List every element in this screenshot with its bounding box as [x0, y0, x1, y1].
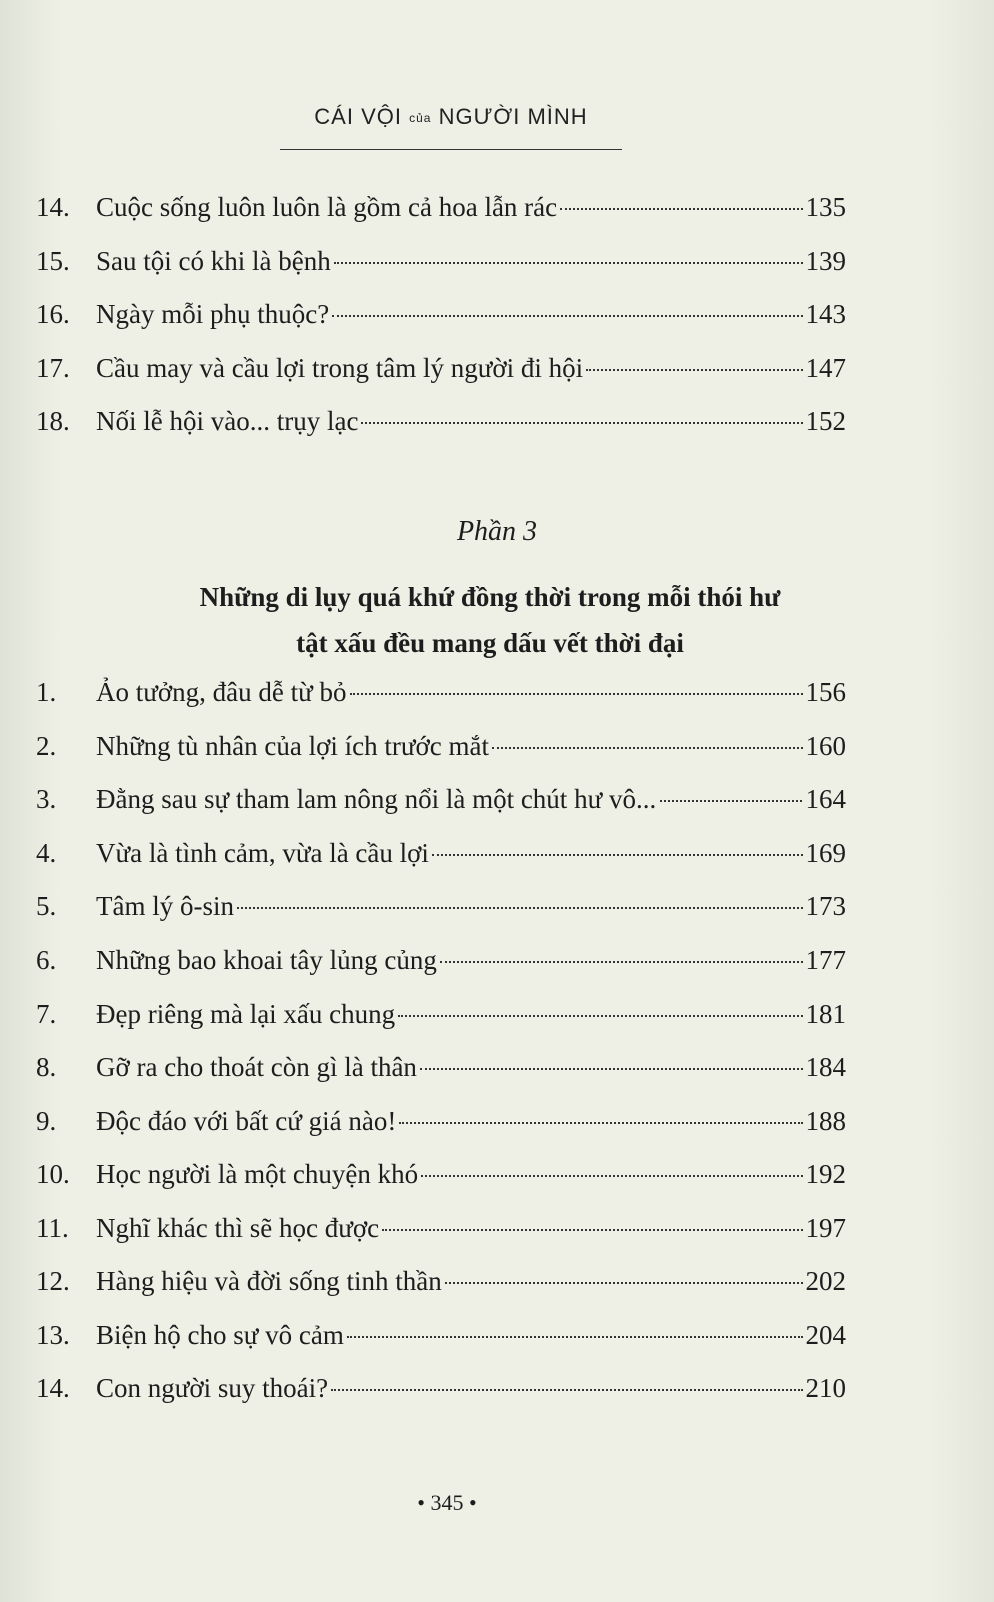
toc-entry — [36, 246, 846, 286]
entry-number: 14. — [36, 1373, 70, 1403]
part-title — [60, 574, 920, 666]
dot-leader — [334, 262, 803, 264]
dot-leader — [421, 1175, 802, 1177]
page-number: • 345 • — [417, 1490, 477, 1515]
entry-title: Con người suy thoái? — [96, 1373, 329, 1403]
toc-entry — [36, 1266, 846, 1306]
entry-number: 7. — [36, 999, 57, 1029]
toc-entry — [36, 299, 846, 339]
entry-page: 210 — [805, 1373, 846, 1403]
dot-leader — [332, 315, 802, 317]
dot-leader — [586, 369, 802, 371]
running-head — [280, 104, 622, 130]
entry-number: 15. — [36, 246, 70, 276]
entry-title: Độc đáo với bất cứ giá nào! — [96, 1106, 397, 1136]
toc-entry — [36, 838, 846, 878]
entry-page: 156 — [805, 677, 846, 707]
dot-leader — [398, 1015, 802, 1017]
entry-title: Cuộc sống luôn luôn là gồm cả hoa lẫn rác — [96, 192, 558, 222]
dot-leader — [347, 1336, 803, 1338]
entry-number: 12. — [36, 1266, 70, 1296]
entry-page: 143 — [805, 299, 846, 329]
entry-title: Vừa là tình cảm, vừa là cầu lợi — [96, 838, 429, 868]
entry-title: Những bao khoai tây lủng củng — [96, 945, 437, 975]
dot-leader — [432, 854, 803, 856]
entry-number: 11. — [36, 1213, 69, 1243]
entry-number: 2. — [36, 731, 57, 761]
toc-entry — [36, 784, 846, 824]
toc-entry — [36, 731, 846, 771]
entry-number: 9. — [36, 1106, 57, 1136]
toc-entry — [36, 406, 846, 446]
part-title-line: tật xấu đều mang dấu vết thời đại — [296, 628, 684, 658]
entry-page: 181 — [805, 999, 846, 1029]
entry-title: Biện hộ cho sự vô cảm — [96, 1320, 344, 1350]
entry-number: 14. — [36, 192, 70, 222]
entry-page: 147 — [805, 353, 846, 383]
entry-number: 8. — [36, 1052, 57, 1082]
entry-title: Học người là một chuyện khó — [96, 1159, 419, 1189]
entry-page: 169 — [805, 838, 846, 868]
entry-page: 164 — [805, 784, 846, 814]
entry-number: 3. — [36, 784, 57, 814]
toc-entry — [36, 999, 846, 1039]
toc-entry — [36, 353, 846, 393]
running-head-main: CÁI VỘI — [314, 104, 402, 129]
toc-entry — [36, 1373, 846, 1413]
toc-entry — [36, 1106, 846, 1146]
entry-page: 173 — [805, 891, 846, 921]
entry-page: 177 — [805, 945, 846, 975]
entry-title: Ảo tưởng, đâu dễ từ bỏ — [96, 677, 347, 707]
entry-title: Đẹp riêng mà lại xấu chung — [96, 999, 396, 1029]
entry-title: Tâm lý ô-sin — [96, 891, 234, 921]
entry-title: Sau tội có khi là bệnh — [96, 246, 331, 276]
toc-entry — [36, 891, 846, 931]
entry-page: 188 — [805, 1106, 846, 1136]
entry-page: 152 — [805, 406, 846, 436]
running-head-end: NGƯỜI MÌNH — [438, 104, 588, 129]
dot-leader — [492, 747, 803, 749]
part-title-line: Những di lụy quá khứ đồng thời trong mỗi thói hư — [199, 582, 781, 612]
dot-leader — [560, 208, 802, 210]
entry-number: 6. — [36, 945, 57, 975]
dot-leader — [399, 1122, 802, 1124]
entry-number: 1. — [36, 677, 57, 707]
toc-entry — [36, 1213, 846, 1253]
entry-number: 5. — [36, 891, 57, 921]
entry-page: 192 — [805, 1159, 846, 1189]
entry-page: 202 — [805, 1266, 846, 1296]
entry-number: 17. — [36, 353, 70, 383]
dot-leader — [660, 800, 801, 802]
entry-page: 197 — [805, 1213, 846, 1243]
part-label: Phần 3 — [456, 516, 538, 547]
entry-page: 184 — [805, 1052, 846, 1082]
entry-page: 204 — [805, 1320, 846, 1350]
entry-title: Hàng hiệu và đời sống tinh thần — [96, 1266, 442, 1296]
toc-entry — [36, 677, 846, 717]
dot-leader — [440, 961, 803, 963]
entry-title: Cầu may và cầu lợi trong tâm lý người đi hội — [96, 353, 584, 383]
entry-title: Những tù nhân của lợi ích trước mắt — [96, 731, 489, 761]
toc-entry — [36, 1052, 846, 1092]
entry-number: 4. — [36, 838, 57, 868]
toc-entry — [36, 1320, 846, 1360]
dot-leader — [382, 1229, 802, 1231]
dot-leader — [420, 1068, 803, 1070]
entry-title: Gỡ ra cho thoát còn gì là thân — [96, 1052, 417, 1082]
entry-page: 135 — [805, 192, 846, 222]
toc-entry — [36, 945, 846, 985]
dot-leader — [361, 422, 802, 424]
entry-number: 16. — [36, 299, 70, 329]
running-head-small: của — [409, 111, 432, 126]
entry-title: Đằng sau sự tham lam nông nổi là một chút hư vô... — [96, 784, 657, 814]
toc-entry — [36, 1159, 846, 1199]
dot-leader — [237, 907, 803, 909]
toc-entry — [36, 192, 846, 232]
dot-leader — [331, 1389, 802, 1391]
entry-number: 10. — [36, 1159, 70, 1189]
entry-title: Nối lễ hội vào... trụy lạc — [96, 406, 359, 436]
entry-number: 18. — [36, 406, 70, 436]
header-rule — [280, 149, 622, 150]
dot-leader — [445, 1282, 803, 1284]
entry-title: Ngày mỗi phụ thuộc? — [96, 299, 330, 329]
entry-page: 160 — [805, 731, 846, 761]
entry-page: 139 — [805, 246, 846, 276]
dot-leader — [350, 693, 803, 695]
entry-title: Nghĩ khác thì sẽ học được — [96, 1213, 380, 1243]
entry-number: 13. — [36, 1320, 70, 1350]
